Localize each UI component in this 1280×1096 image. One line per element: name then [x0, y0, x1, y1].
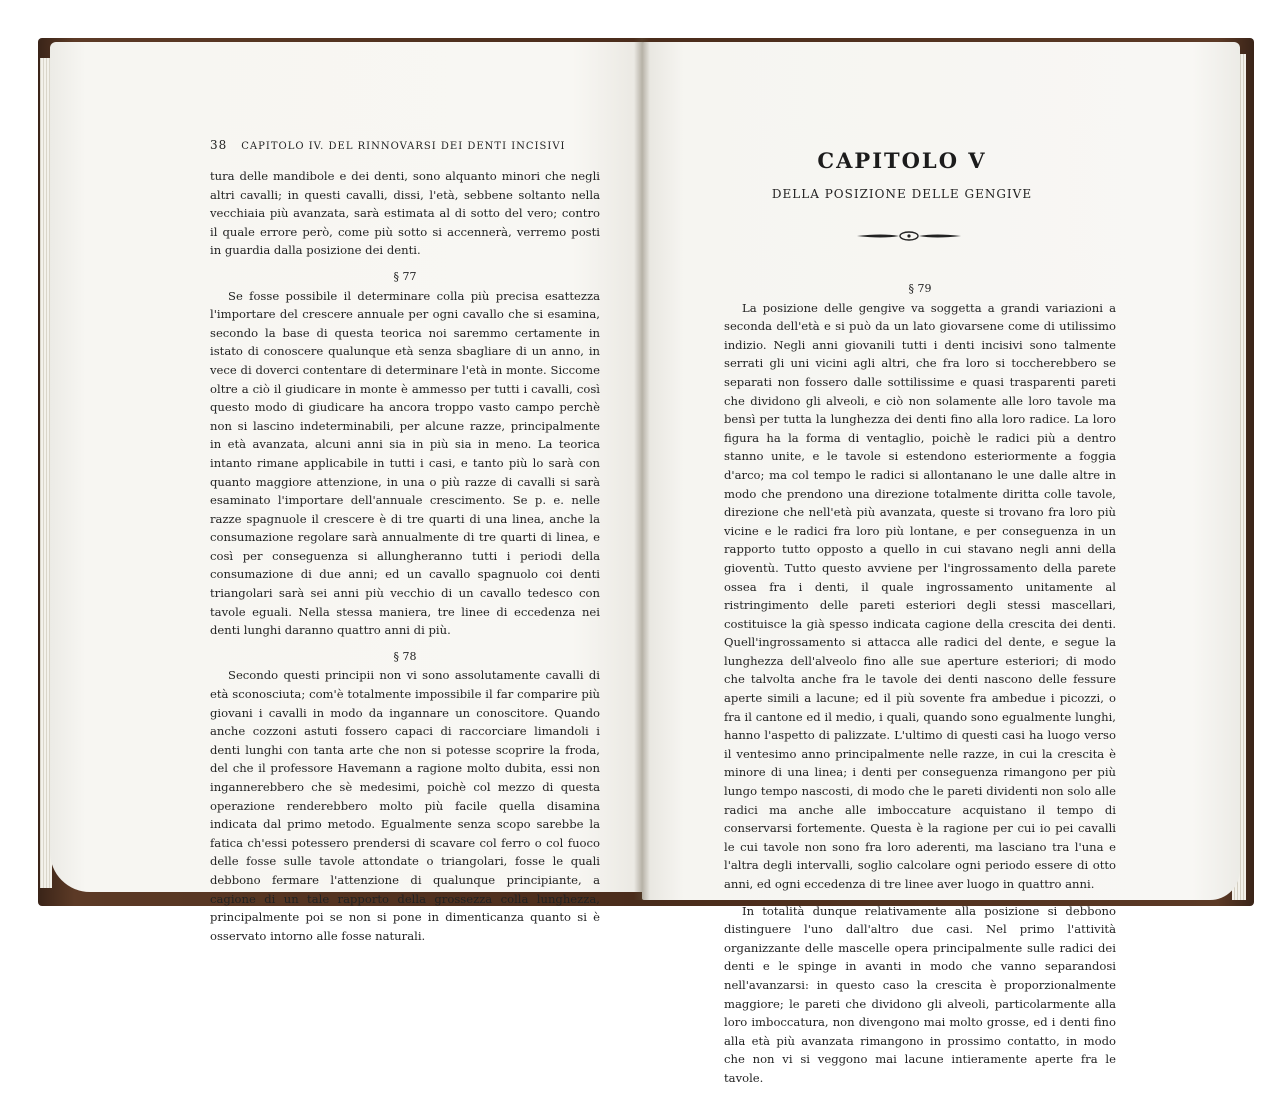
ornament-divider-icon	[857, 230, 961, 242]
right-page-text	[724, 278, 1116, 1096]
paragraph-79: La posizione delle gengive va soggetta a grandi variazioni a seconda dell'età e si può da un lato giovarsene come di utilissimo indizio. Negli anni giovanili tutti i denti incisivi sono talmente serrati gli uni vicini agli altri, che fra loro si toccherebbero se separati non fossero dalle sottilissime e quasi trasparenti pareti che dividono gli alveoli, e ciò non solamente alle loro tavole ma bensì per tutta la lunghezza dei denti fino alla loro radice. La loro figura ha la forma di ventaglio, poichè le radici più a dentro stanno unite, e le tavole si estendono esteriormente a foggia d'arco; ma col tempo le radici si allontanano le une dalle altre in modo che prendono una direzione totalmente diritta colle tavole, direzione che nell'età più avanzata, queste si trovano fra loro più vicine e le radici fra loro più lontane, e per conseguenza in un rapporto tutto opposto a quello in cui stavano negli anni della gioventù. Tutto questo avviene per l'ingrossamento della parete ossea fra i denti, il quale ingrossamento unitamente al ristringimento delle pareti esteriori degli stessi mascellari, costituisce la già spesso indicata cagione della crescita dei denti. Quell'ingrossamento si attacca alle radici del dente, e segue la lunghezza dell'alveolo fino alle sue aperture esteriori; di modo che talvolta anche fra le tavole dei denti nascono delle fessure aperte simili a lacune; ed il più sovente fra ambedue i picozzi, o fra il cantone ed il medio, i quali, quando sono egualmente lunghi, hanno l'aspetto di palizzate. L'ultimo di questi casi ha luogo verso il ventesimo anno principalmente nelle razze, in cui la crescita è minore di una linea; i denti per conseguenza rimangono per più lungo tempo nascosti, di modo che le pareti dividenti non solo alle radici ma anche alle imboccature acquistano il tempo di conservarsi fortemente. Questa è la ragione per cui io pei cavalli le cui tavole non sono fra loro aderenti, ma lasciano tra l'una e l'altra degli intervalli, soglio calcolare ogni periodo essere di otto anni, ed ogni eccedenza di tre linee aver luogo in quattro anni.	[724, 300, 1116, 891]
section-mark-79: § 79	[908, 282, 932, 295]
open-book	[38, 38, 1254, 1085]
chapter-title: CAPITOLO V	[817, 148, 987, 173]
paragraph-78: Secondo questi principii non vi sono assolutamente cavalli di età sconosciuta; com'è totalmente impossibile il far comparire più giovani i cavalli in modo da ingannare un conoscitore. Quando anche cozzoni astuti fossero capaci di raccorciare limandoli i denti lunghi con tanta arte che non si potesse scoprire la froda, del che il professore Havemann a ragione molto dubita, essi non ingannerebbero che sè medesimi, poichè col mezzo di questa operazione renderebbero molto più facile quella disamina indicata dal primo metodo. Egualmente senza scopo sarebbe la fatica ch'essi potessero prendersi di scavare col ferro o col fuoco delle fosse sulle tavole attondate o triangolari, fosse le quali debbono fermare l'attenzione di qualunque principiante, a cagione di un tale rapporto della grossezza colla lunghezza, principalmente poi se non si pone in dimenticanza quanto si è osservato intorno alle fosse naturali.	[210, 668, 600, 943]
book-gutter	[634, 38, 650, 900]
continuation-paragraph: tura delle mandibole e dei denti, sono alquanto minori che negli altri cavalli; in questi cavalli, dissi, l'età, sebbene soltanto nella vecchiaia più avanzata, sarà estimata al di sotto del vero; contro il quale errore però, come più sotto si accennerà, verremo posti in guardia dalla posizione dei denti.	[210, 169, 600, 258]
running-head	[210, 138, 610, 152]
paragraph-77: Se fosse possibile il determinare colla più precisa esattezza l'importare del crescere annuale per ogni cavallo che si esamina, secondo la base di questa teorica noi saremmo certamente in istato di conoscere qualunque età senza sbagliare di un anno, in vece di doverci contentare di determinare l'età in monte. Siccome oltre a ciò il giudicare in monte è ammesso per tutti i cavalli, così questo modo di giudicare ha ancora troppo vasto campo perchè non si lascino indeterminabili, per alcune razze, principalmente in età avanzata, alcuni anni sia in più sia in meno. La teorica intanto rimane applicabile in tutti i casi, e tanto più lo sarà con quanto maggiore attenzione, in una o più razze di cavalli si sarà esaminato l'importare dell'annuale crescimento. Se p. e. nelle razze spagnuole il crescere è di tre quarti di una linea, anche la consumazione regolare sarà annualmente di tre quarti di linea, e così per conseguenza si allungheranno tutti i periodi della consumazione di due anni; ed un cavallo spagnuolo coi denti triangolari sarà sei anni più vecchio di un cavallo tedesco con tavole eguali. Nella stessa maniera, tre linee di eccedenza nei denti lunghi daranno quattro anni di più.	[210, 288, 600, 638]
left-page-text	[210, 167, 600, 953]
page-number: 38	[210, 138, 228, 152]
left-page	[50, 42, 644, 943]
chapter-subtitle: DELLA POSIZIONE DELLE GENGIVE	[771, 187, 1033, 201]
running-head-title: CAPITOLO IV. DEL RINNOVARSI DEI DENTI INCISIVI	[241, 141, 566, 152]
right-page	[642, 42, 1240, 1085]
section-mark-77: § 77	[393, 269, 417, 283]
section-mark-78: § 78	[393, 649, 417, 663]
paragraph-totalita: In totalità dunque relativamente alla posizione si debbono distinguere l'uno dall'altro due casi. Nel primo l'attività organizzante delle mascelle opera principalmente sulle radici dei denti e le spinge in avanti in modo che vanno separandosi nell'avanzarsi: in questo caso la crescita è proporzionalmente maggiore; le pareti che dividono gli alveoli, particolarmente alla loro imboccatura, non divengono mai molto grosse, ed i denti fino alla età più avanzata rimangono in prossimo contatto, in modo che non vi si veggono mai lacune intieramente aperte fra le tavole.	[724, 903, 1116, 1085]
